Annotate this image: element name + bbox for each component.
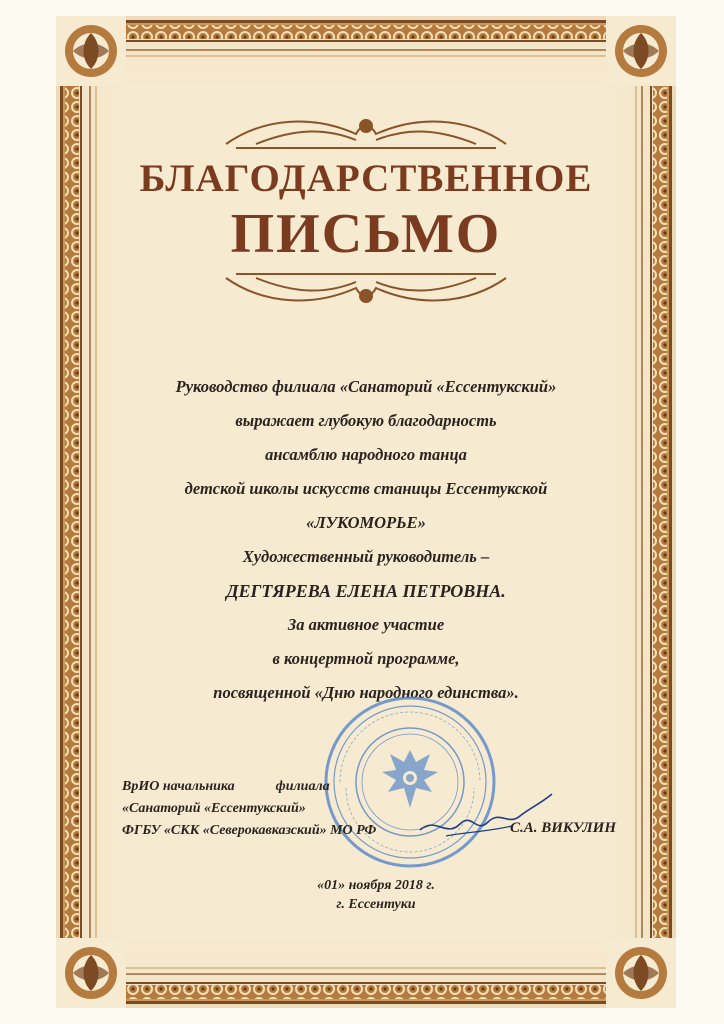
body-line: Художественный руководитель – — [242, 547, 490, 566]
signatory-branch: филиала — [275, 779, 330, 794]
letter-city: г. Ессентуки — [336, 897, 416, 912]
body-line: выражает глубокую благодарность — [235, 411, 497, 430]
signatory-position: ВрИО начальника — [122, 779, 235, 794]
body-line: За активное участие — [287, 615, 445, 634]
letter-date: «01» ноября 2018 г. — [317, 878, 435, 893]
body-line: детской школы искусств станицы Ессентукской — [184, 479, 548, 498]
certificate-paper — [56, 16, 676, 1008]
signer-name: С.А. ВИКУЛИН — [510, 820, 616, 836]
body-line: посвященной «Дню народного единства». — [213, 683, 519, 702]
title-line-1: БЛАГОДАРСТВЕННОЕ — [139, 157, 593, 200]
body-line: ансамблю народного танца — [265, 445, 467, 464]
body-line: Руководство филиала «Санаторий «Ессентукский» — [175, 377, 557, 396]
ensemble-name: «ЛУКОМОРЬЕ» — [306, 513, 426, 532]
director-name: ДЕГТЯРЕВА ЕЛЕНА ПЕТРОВНА. — [226, 581, 506, 601]
signatory-line-2: «Санаторий «Ессентукский» — [122, 801, 306, 816]
signatory-line-3: ФГБУ «СКК «Северокавказский» МО РФ — [122, 823, 377, 838]
title-line-2: ПИСЬМО — [230, 203, 502, 265]
date-block — [276, 876, 476, 914]
letter-body — [56, 370, 676, 710]
body-line: в концертной программе, — [272, 649, 460, 668]
signatory-line-1 — [122, 776, 642, 798]
